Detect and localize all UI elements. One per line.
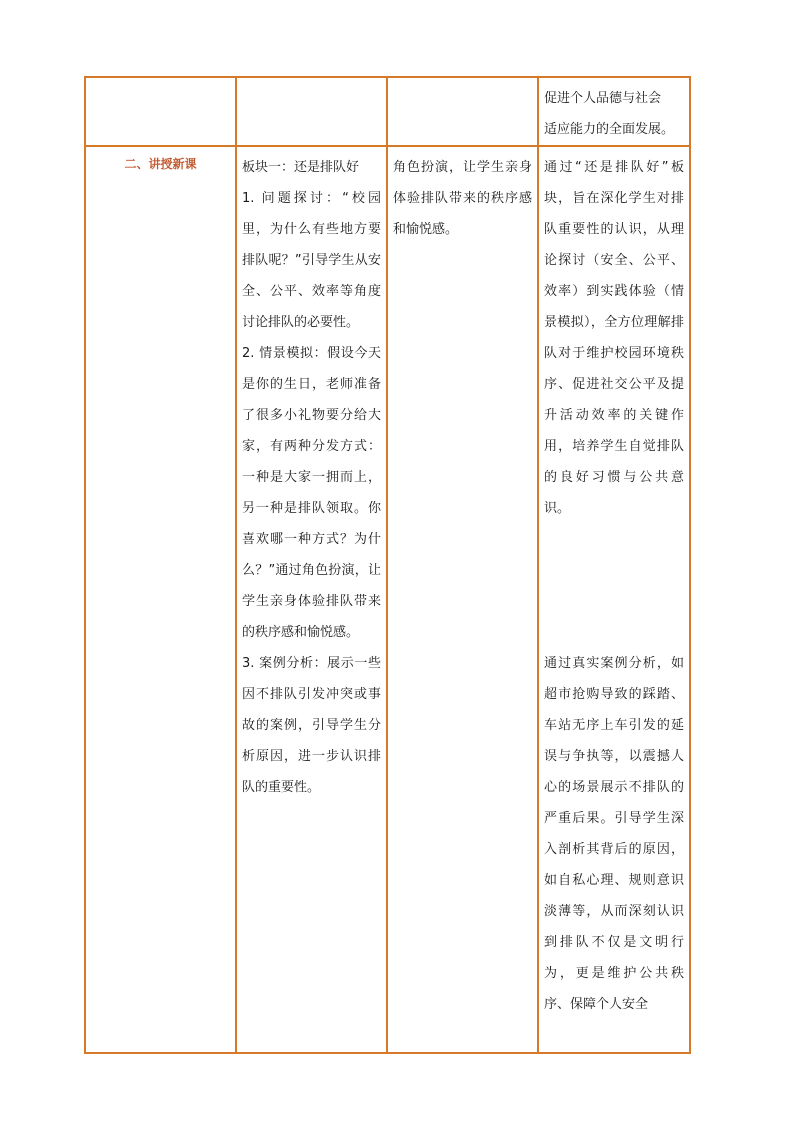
table-row xyxy=(85,77,690,146)
activity-item: 1. 问题探讨：“校园里，为什么有些地方要排队呢？”引导学生从安全、公平、效率等角度讨论排队的必要性。 xyxy=(242,191,381,330)
student-activity-cell xyxy=(387,146,538,1053)
activity-item: 3. 案例分析：展示一些因不排队引发冲突或事故的案例，引导学生分析原因，进一步认识排队的重要性。 xyxy=(242,656,381,795)
teacher-activity-cell xyxy=(236,146,387,1053)
section-title: 板块一：还是排队好 xyxy=(242,160,360,175)
table-cell-empty xyxy=(387,77,538,146)
stage-cell xyxy=(85,146,236,1053)
activity-item: 2. 情景模拟：假设今天是你的生日，老师准备了很多小礼物要分给大家，有两种分发方式：一种是大家一拥而上，另一种是排队领取。你喜欢哪一种方式？为什么？”通过角色扮演，让学生亲身体验排队带来的秩序感和愉悦感。 xyxy=(242,346,381,640)
stage-title: 二、讲授新课 xyxy=(124,157,197,171)
paragraph-spacer xyxy=(544,524,684,648)
design-intent-paragraph: 通过真实案例分析，如超市抢购导致的踩踏、车站无序上车引发的延误与争执等，以震撼人心的场景展示不排队的严重后果。引导学生深入剖析其背后的原因，如自私心理、规则意识淡薄等，从而深刻认识到排队不仅是文明行为，更是维护公共秩序、保障个人安全 xyxy=(544,656,684,1012)
design-intent-cell xyxy=(538,146,690,1053)
lesson-plan-table xyxy=(84,76,691,1054)
design-intent-line: 适应能力的全面发展。 xyxy=(544,122,675,137)
table-cell-empty xyxy=(236,77,387,146)
design-intent-cell xyxy=(538,77,690,146)
design-intent-line: 促进个人品德与社会 xyxy=(544,91,662,106)
design-intent-paragraph: 通过“还是排队好”板块，旨在深化学生对排队重要性的认识，从理论探讨（安全、公平、效率）到实践体验（情景模拟），全方位理解排队对于维护校园环境秩序、促进社交公平及提升活动效率的关键作用，培养学生自觉排队的良好习惯与公共意识。 xyxy=(544,160,684,516)
student-activity-text: 角色扮演，让学生亲身体验排队带来的秩序感和愉悦感。 xyxy=(393,160,532,237)
table-row xyxy=(85,146,690,1053)
table-cell-empty xyxy=(85,77,236,146)
